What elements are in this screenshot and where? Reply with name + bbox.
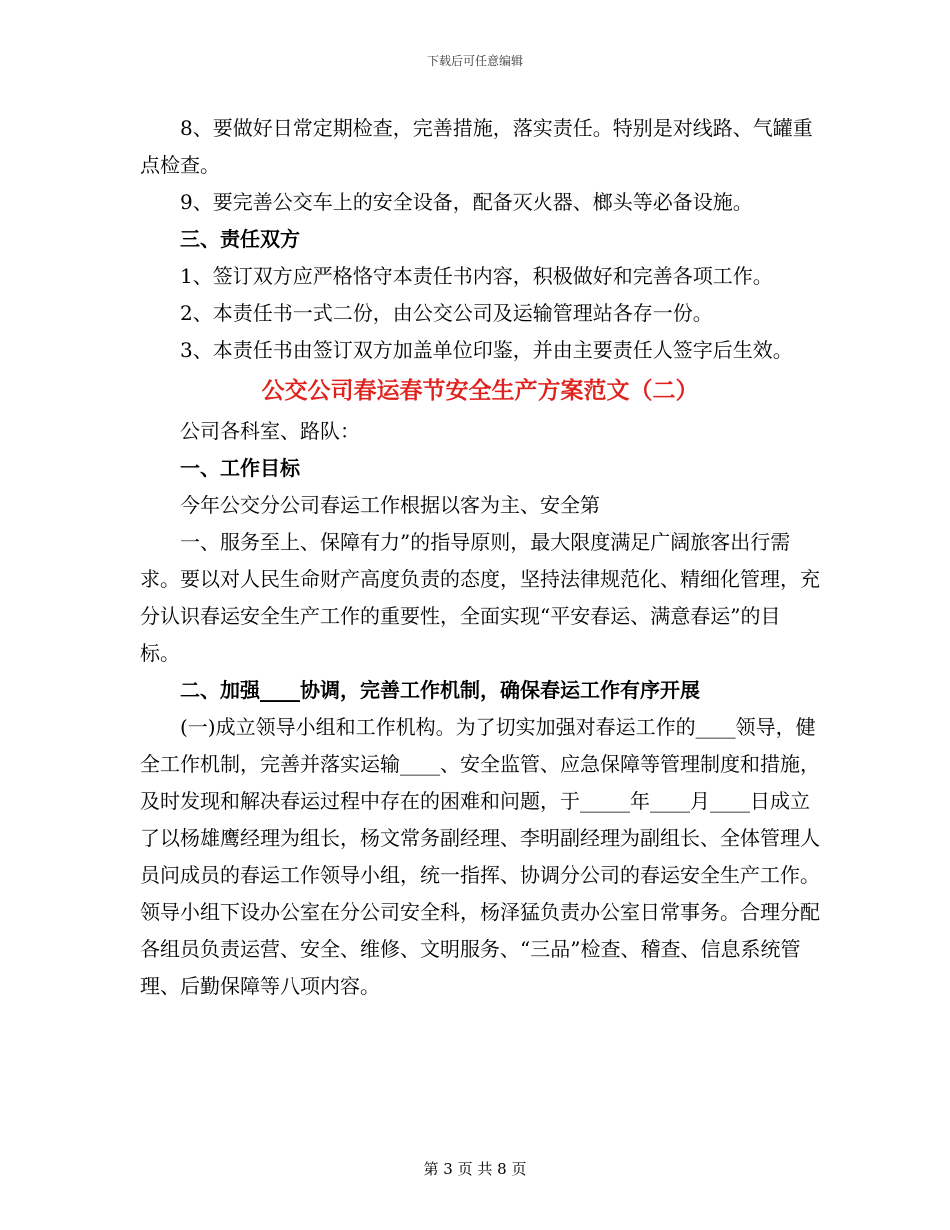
paragraph-leadership-group: (一)成立领导小组和工作机构。为了切实加强对春运工作的____领导，健全工作机制，完善并落实运输____、安全监管、应急保障等管理制度和措施，及时发现和解决春运过程中存在的困难和问题，于_____年____月____日成立了以杨雄鹰经理为组长，杨文常务副经理、李明副经理为副组长、全体管理人员问成员的春运工作领导小组，统一指挥、协调分公司的春运安全生产工作。领导小组下设办公室在分公司安全科，杨泽猛负责办公室日常事务。合理分配各组员负责运营、安全、维修、文明服务、“三品”检查、稽查、信息系统管理、后勤保障等八项内容。 bbox=[140, 715, 820, 998]
document-title: 公交公司春运春节安全生产方案范文（二） bbox=[261, 378, 699, 404]
header-note: 下载后可任意编辑 bbox=[426, 54, 523, 68]
paragraph-responsibility-1: 1、签订双方应严格恪守本责任书内容，积极做好和完善各项工作。 bbox=[180, 264, 773, 288]
section-heading-responsibility: 三、责任双方 bbox=[180, 227, 300, 251]
section-heading-coordination: 二、加强____协调，完善工作机制，确保春运工作有序开展 bbox=[180, 678, 700, 702]
paragraph-responsibility-2: 2、本责任书一式二份，由公交公司及运输管理站各存一份。 bbox=[180, 301, 713, 325]
paragraph-goals-body: 一、服务至上、保障有力”的指导原则，最大限度满足广阔旅客出行需求。要以对人民生命财产高度负责的态度，坚持法律规范化、精细化管理，充分认识春运安全生产工作的重要性，全面实现“平安春运、满意春运”的目标。 bbox=[140, 530, 820, 665]
paragraph-item-9: 9、要完善公交车上的安全设备，配备灭火器、榔头等必备设施。 bbox=[180, 190, 753, 214]
paragraph-item-8: 8、要做好日常定期检查，完善措施，落实责任。特别是对线路、气罐重点检查。 bbox=[140, 116, 813, 177]
section-heading-goals: 一、工作目标 bbox=[180, 456, 300, 480]
document-body bbox=[140, 110, 820, 1005]
paragraph-responsibility-3: 3、本责任书由签订双方加盖单位印鉴，并由主要责任人签字后生效。 bbox=[180, 338, 793, 362]
page-number: 第 3 页 共 8 页 bbox=[423, 1160, 527, 1178]
paragraph-salutation: 公司各科室、路队： bbox=[180, 419, 360, 443]
paragraph-goals-intro: 今年公交分公司春运工作根据以客为主、安全第 bbox=[180, 493, 600, 517]
